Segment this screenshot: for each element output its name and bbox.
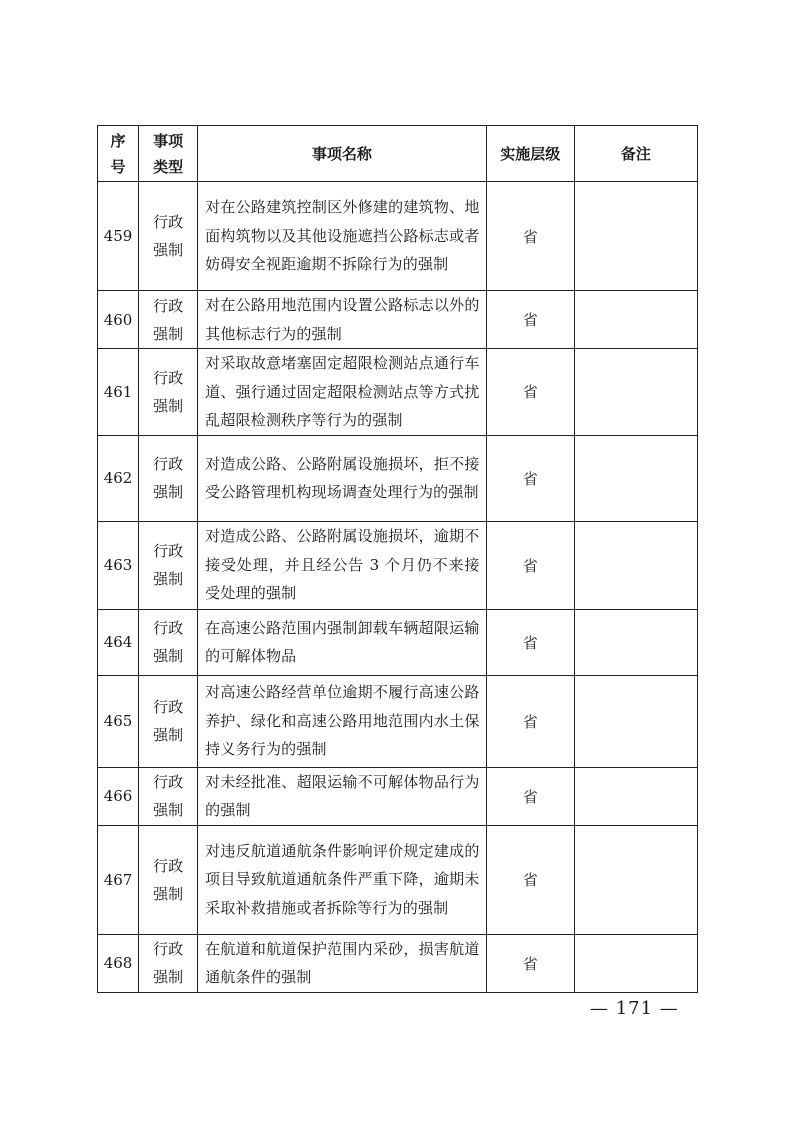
header-note-label: 备注 (620, 144, 651, 163)
header-level (486, 126, 574, 182)
row-seq: 466 (98, 767, 139, 825)
row-name: 对高速公路经营单位逾期不履行高速公路养护、绿化和高速公路用地范围内水土保持义务行为的强制 (198, 675, 486, 767)
row-type-label: 行政 强制 (153, 542, 184, 588)
row-note (574, 435, 697, 521)
header-type (139, 126, 198, 182)
header-name (198, 126, 486, 182)
row-note (574, 934, 697, 992)
header-seq (98, 126, 139, 182)
row-type (139, 767, 198, 825)
row-level: 省 (486, 934, 574, 992)
row-type-label: 行政 强制 (153, 698, 184, 744)
row-seq: 467 (98, 825, 139, 934)
row-seq: 465 (98, 675, 139, 767)
row-note (574, 182, 697, 291)
row-type (139, 609, 198, 675)
row-level: 省 (486, 291, 574, 349)
row-seq: 459 (98, 182, 139, 291)
row-name: 对造成公路、公路附属设施损坏，拒不接受公路管理机构现场调查处理行为的强制 (198, 435, 486, 521)
header-note (574, 126, 697, 182)
row-level: 省 (486, 182, 574, 291)
table-row (98, 182, 698, 291)
row-type (139, 182, 198, 291)
row-name: 对造成公路、公路附属设施损坏，逾期不接受处理，并且经公告 3 个月仍不来接受处理的强制 (198, 521, 486, 609)
row-seq: 464 (98, 609, 139, 675)
table-row (98, 767, 698, 825)
row-level: 省 (486, 767, 574, 825)
header-row (98, 126, 698, 182)
row-type-label: 行政 强制 (153, 940, 184, 986)
row-seq: 461 (98, 349, 139, 436)
page-number: — 171 — (590, 998, 679, 1019)
row-type-label: 行政 强制 (153, 213, 184, 259)
row-seq: 463 (98, 521, 139, 609)
row-note (574, 675, 697, 767)
header-seq-label: 序 号 (110, 131, 126, 176)
row-type (139, 934, 198, 992)
header-level-label: 实施层级 (500, 144, 561, 163)
table-row (98, 435, 698, 521)
row-type-label: 行政 强制 (153, 455, 184, 501)
row-type (139, 435, 198, 521)
table-row (98, 521, 698, 609)
row-type (139, 521, 198, 609)
row-type-label: 行政 强制 (153, 296, 184, 343)
row-type-label: 行政 强制 (153, 368, 184, 415)
row-name: 在高速公路范围内强制卸载车辆超限运输的可解体物品 (198, 609, 486, 675)
row-name: 对未经批准、超限运输不可解体物品行为的强制 (198, 767, 486, 825)
row-seq: 460 (98, 291, 139, 349)
row-name: 对在公路用地范围内设置公路标志以外的其他标志行为的强制 (198, 291, 486, 349)
row-type (139, 825, 198, 934)
row-note (574, 825, 697, 934)
row-name: 对违反航道通航条件影响评价规定建成的项目导致航道通航条件严重下降，逾期未采取补救措施或者拆除等行为的强制 (198, 825, 486, 934)
row-type (139, 675, 198, 767)
row-name: 在航道和航道保护范围内采砂，损害航道通航条件的强制 (198, 934, 486, 992)
row-level: 省 (486, 521, 574, 609)
row-seq: 462 (98, 435, 139, 521)
row-type (139, 291, 198, 349)
row-name: 对在公路建筑控制区外修建的建筑物、地面构筑物以及其他设施遮挡公路标志或者妨碍安全视距逾期不拆除行为的强制 (198, 182, 486, 291)
table-row (98, 609, 698, 675)
row-note (574, 609, 697, 675)
items-table (97, 125, 698, 993)
row-level: 省 (486, 609, 574, 675)
row-note (574, 349, 697, 436)
row-name: 对采取故意堵塞固定超限检测站点通行车道、强行通过固定超限检测站点等方式扰乱超限检测秩序等行为的强制 (198, 349, 486, 436)
header-name-label: 事项名称 (311, 144, 372, 163)
row-type-label: 行政 强制 (153, 856, 184, 903)
row-type (139, 349, 198, 436)
row-level: 省 (486, 675, 574, 767)
row-seq: 468 (98, 934, 139, 992)
table-row (98, 349, 698, 436)
table-row (98, 825, 698, 934)
row-note (574, 291, 697, 349)
row-level: 省 (486, 435, 574, 521)
row-level: 省 (486, 825, 574, 934)
table-row (98, 291, 698, 349)
table-row (98, 675, 698, 767)
row-type-label: 行政 强制 (153, 773, 184, 819)
table-row (98, 934, 698, 992)
row-level: 省 (486, 349, 574, 436)
header-type-label: 事项 类型 (153, 131, 184, 176)
row-note (574, 767, 697, 825)
row-type-label: 行政 强制 (153, 619, 184, 665)
row-note (574, 521, 697, 609)
